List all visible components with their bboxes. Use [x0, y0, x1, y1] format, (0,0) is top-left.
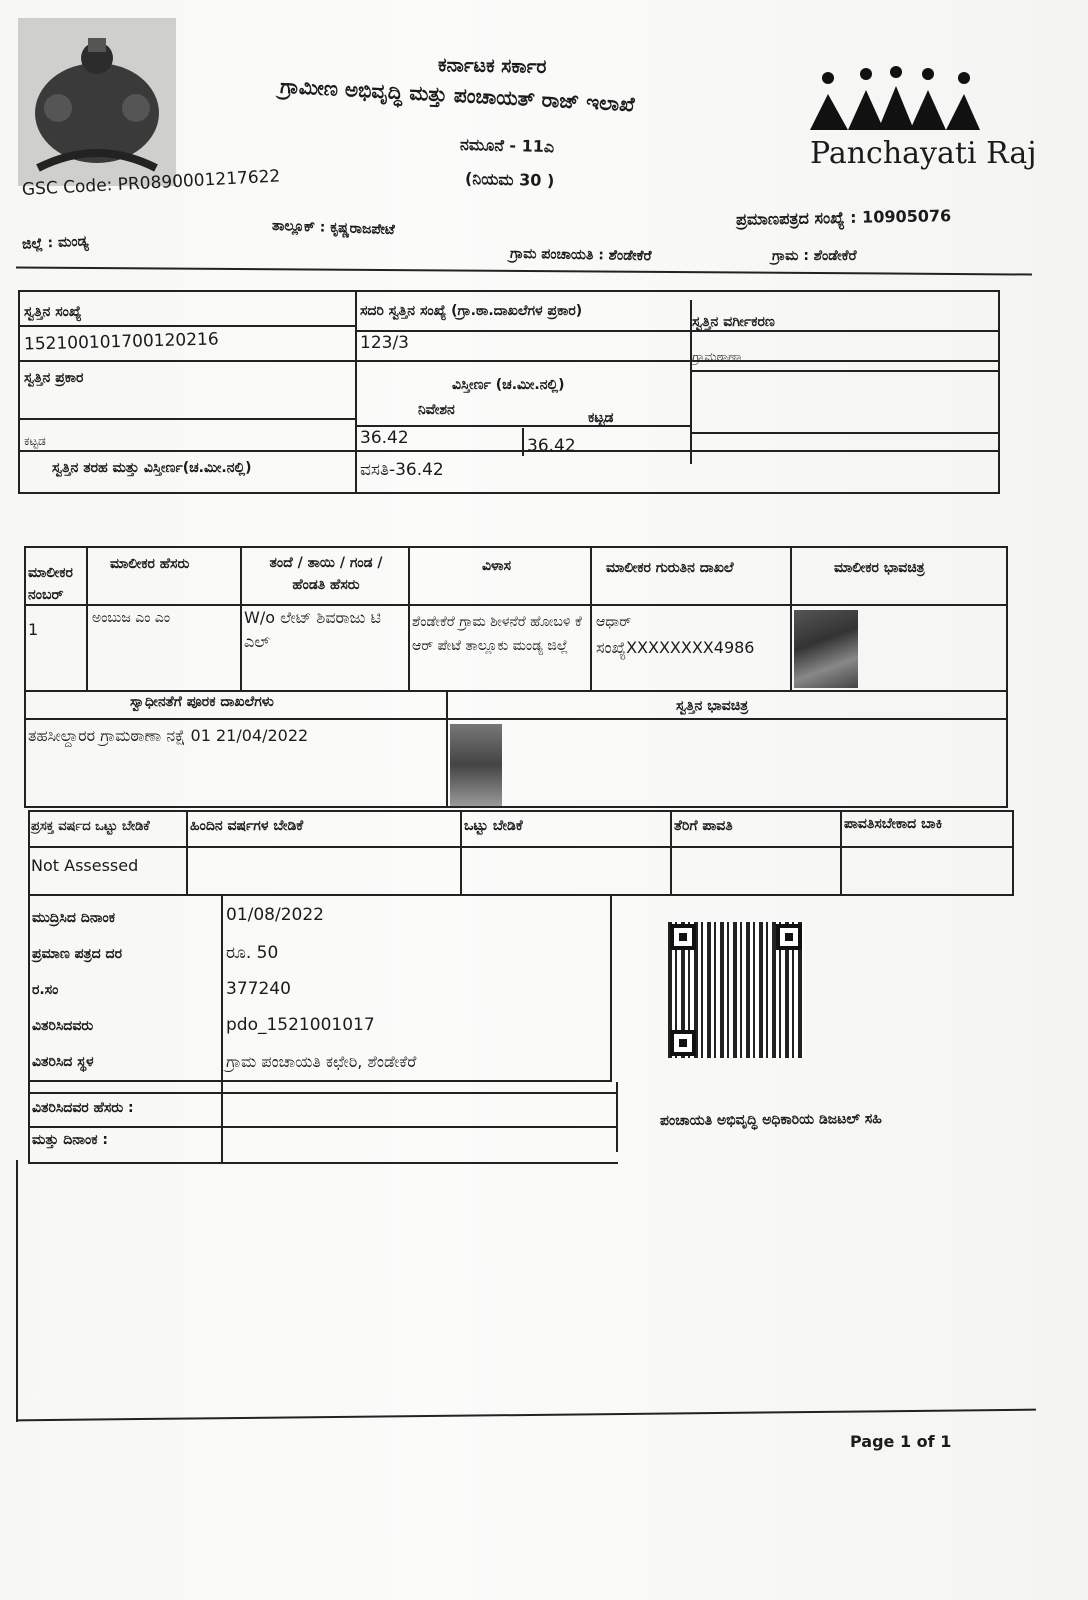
- owner-table: [24, 546, 1008, 808]
- col-owner-name: ಮಾಲೀಕರ ಹೆಸರು: [110, 556, 190, 572]
- col-tax-paid: ತೆರಿಗೆ ಪಾವತಿ: [674, 818, 733, 834]
- print-date-label: ಮುದ್ರಿಸಿದ ದಿನಾಂಕ: [32, 910, 116, 926]
- col-relation: ತಂದೆ / ತಾಯಿ / ಗಂಡ / ಹೆಂಡತಿ ಹೆಸರು: [269, 555, 383, 593]
- area-label: ವಿಸ್ತೀರ್ಣ (ಚ.ಮೀ.ನಲ್ಲಿ): [452, 377, 565, 393]
- id-number: ಸಂಖ್ಯೆXXXXXXXX4986: [596, 638, 755, 657]
- col-current-demand: ಪ್ರಸಕ್ತ ವರ್ಷದ ಒಟ್ಟು ಬೇಡಿಕೆ: [31, 819, 150, 834]
- state-government-title: ಕರ್ನಾಟಕ ಸರ್ಕಾರ: [437, 54, 547, 78]
- issue-place: ಗ್ರಾಮ ಪಂಚಾಯತಿ ಕಛೇರಿ, ಶೆಂಡೇಕೆರೆ: [226, 1052, 417, 1071]
- supporting-doc-entry: ತಹಸೀಲ್ದಾರರ ಗ್ರಾಮಠಾಣಾ ನಕ್ಷೆ 01 21/04/2022: [28, 726, 309, 745]
- property-type: ಕಟ್ಟಡ: [24, 434, 46, 448]
- col-balance: ಪಾವತಿಸಬೇಕಾದ ಬಾಕಿ: [844, 816, 943, 832]
- id-type: ಆಧಾರ್: [596, 614, 632, 630]
- property-number-label: ಸ್ವತ್ತಿನ ಸಂಖ್ಯೆ: [24, 304, 82, 320]
- karnataka-emblem: [18, 18, 176, 186]
- print-date: 01/08/2022: [226, 905, 324, 925]
- receipt-number: 377240: [226, 979, 291, 999]
- col-owner-number: ಮಾಲೀಕರ ನಂಬರ್: [28, 565, 73, 603]
- qr-code: [668, 922, 804, 1058]
- owner-address: ಶೆಂಡೇಕೆರೆ ಗ್ರಾಮ ಶೀಳನೆರೆ ಹೋಬಳಿ ಕೆ ಆರ್ ಪೇಟೆ ತಾಲ್ಲೂಕು ಮಂಡ್ಯ ಜಿಲ್ಲೆ: [412, 614, 582, 654]
- classification: ಗ್ರಾಮಠಾಣಾ: [692, 350, 742, 365]
- col-owner-photo: ಮಾಲೀಕರ ಭಾವಚಿತ್ರ: [834, 560, 925, 576]
- issuer: pdo_1521001017: [226, 1015, 375, 1035]
- rule-line: [16, 266, 1032, 275]
- rule-number: (ನಿಯಮ 30 ): [464, 168, 555, 191]
- building-area: 36.42: [527, 436, 576, 456]
- panchayati-raj-logo-icon: [808, 66, 982, 132]
- property-photo: [450, 724, 502, 806]
- district: ಜಿಲ್ಲೆ : ಮಂಡ್ಯ: [21, 233, 89, 253]
- certificate-number: ಪ್ರಮಾಣಪತ್ರದ ಸಂಖ್ಯೆ : 10905076: [735, 206, 952, 229]
- form-number: ನಮೂನೆ - 11ಎ: [459, 134, 555, 157]
- gram-panchayat: ಗ್ರಾಮ ಪಂಚಾಯತಿ : ಶೆಂಡೇಕೆರೆ: [509, 245, 652, 265]
- site-area: 36.42: [360, 428, 409, 448]
- property-number: 152100101700120216: [23, 329, 219, 355]
- issue-place-label: ವಿತರಿಸಿದ ಸ್ಥಳ: [32, 1054, 94, 1070]
- classification-label: ಸ್ವತ್ತಿನ ವರ್ಗೀಕರಣ: [692, 314, 775, 330]
- col-address: ವಿಳಾಸ: [482, 558, 512, 574]
- gsc-code: GSC Code: PR0890001217622: [21, 166, 281, 200]
- nature-label: ಸ್ವತ್ತಿನ ತರಹ ಮತ್ತು ವಿಸ್ತೀರ್ಣ(ಚ.ಮೀ.ನಲ್ಲಿ): [52, 460, 252, 476]
- nature-value: ವಸತಿ-36.42: [360, 460, 444, 480]
- owner-number: 1: [28, 620, 39, 639]
- panchayati-raj-logo-text: Panchayati Raj: [810, 136, 1037, 171]
- col-id-document: ಮಾಲೀಕರ ಗುರುತಿನ ದಾಖಲೆ: [606, 560, 734, 576]
- fee: ರೂ. 50: [226, 943, 279, 963]
- building-label: ಕಟ್ಟಡ: [588, 410, 614, 426]
- fee-label: ಪ್ರಮಾಣ ಪತ್ರದ ದರ: [32, 946, 122, 962]
- property-type-label: ಸ್ವತ್ತಿನ ಪ್ರಕಾರ: [24, 370, 84, 386]
- issuer-label: ವಿತರಿಸಿದವರು: [32, 1018, 94, 1034]
- survey-number-label: ಸದರಿ ಸ್ವತ್ತಿನ ಸಂಖ್ಯೆ (ಗ್ರಾ.ಠಾ.ದಾಖಲೆಗಳ ಪ್ರಕಾರ): [360, 303, 583, 319]
- owner-photo: [794, 610, 858, 688]
- property-photo-label: ಸ್ವತ್ತಿನ ಭಾವಚಿತ್ರ: [676, 698, 749, 714]
- survey-number: 123/3: [360, 333, 409, 353]
- owner-relation: W/o ಲೇಟ್ ಶಿವರಾಜು ಟಿ ಎಲ್: [244, 608, 381, 651]
- site-label: ನಿವೇಶನ: [418, 402, 455, 418]
- col-total-demand: ಒಟ್ಟು ಬೇಡಿಕೆ: [464, 818, 523, 834]
- supporting-docs-label: ಸ್ವಾಧೀನತೆಗೆ ಪೂರಕ ದಾಖಲೆಗಳು: [130, 694, 274, 710]
- issue-date-label: ಮತ್ತು ದಿನಾಂಕ :: [32, 1132, 108, 1148]
- owner-name: ಅಂಬುಜ ಎಂ ಎಂ: [92, 610, 171, 626]
- col-previous-demand: ಹಿಂದಿನ ವರ್ಷಗಳ ಬೇಡಿಕೆ: [190, 818, 304, 834]
- receipt-label: ರ.ಸಂ: [32, 982, 59, 998]
- issuer-name-label: ವಿತರಿಸಿದವರ ಹೆಸರು :: [32, 1100, 134, 1116]
- taluk: ತಾಲ್ಲೂಕ್ : ಕೃಷ್ಣರಾಜಪೇಟೆ: [271, 217, 395, 239]
- page-number: Page 1 of 1: [850, 1432, 952, 1451]
- village: ಗ್ರಾಮ : ಶೆಂಡೇಕೆರೆ: [772, 248, 857, 264]
- department-title: ಗ್ರಾಮೀಣ ಅಭಿವೃದ್ಧಿ ಮತ್ತು ಪಂಚಾಯತ್ ರಾಜ್ ಇಲಾಖೆ: [279, 73, 636, 117]
- current-demand-value: Not Assessed: [31, 856, 139, 875]
- digital-signature-label: ಪಂಚಾಯತಿ ಅಭಿವೃದ್ಧಿ ಅಧಿಕಾರಿಯ ಡಿಜಟಲ್ ಸಹಿ: [659, 1111, 882, 1129]
